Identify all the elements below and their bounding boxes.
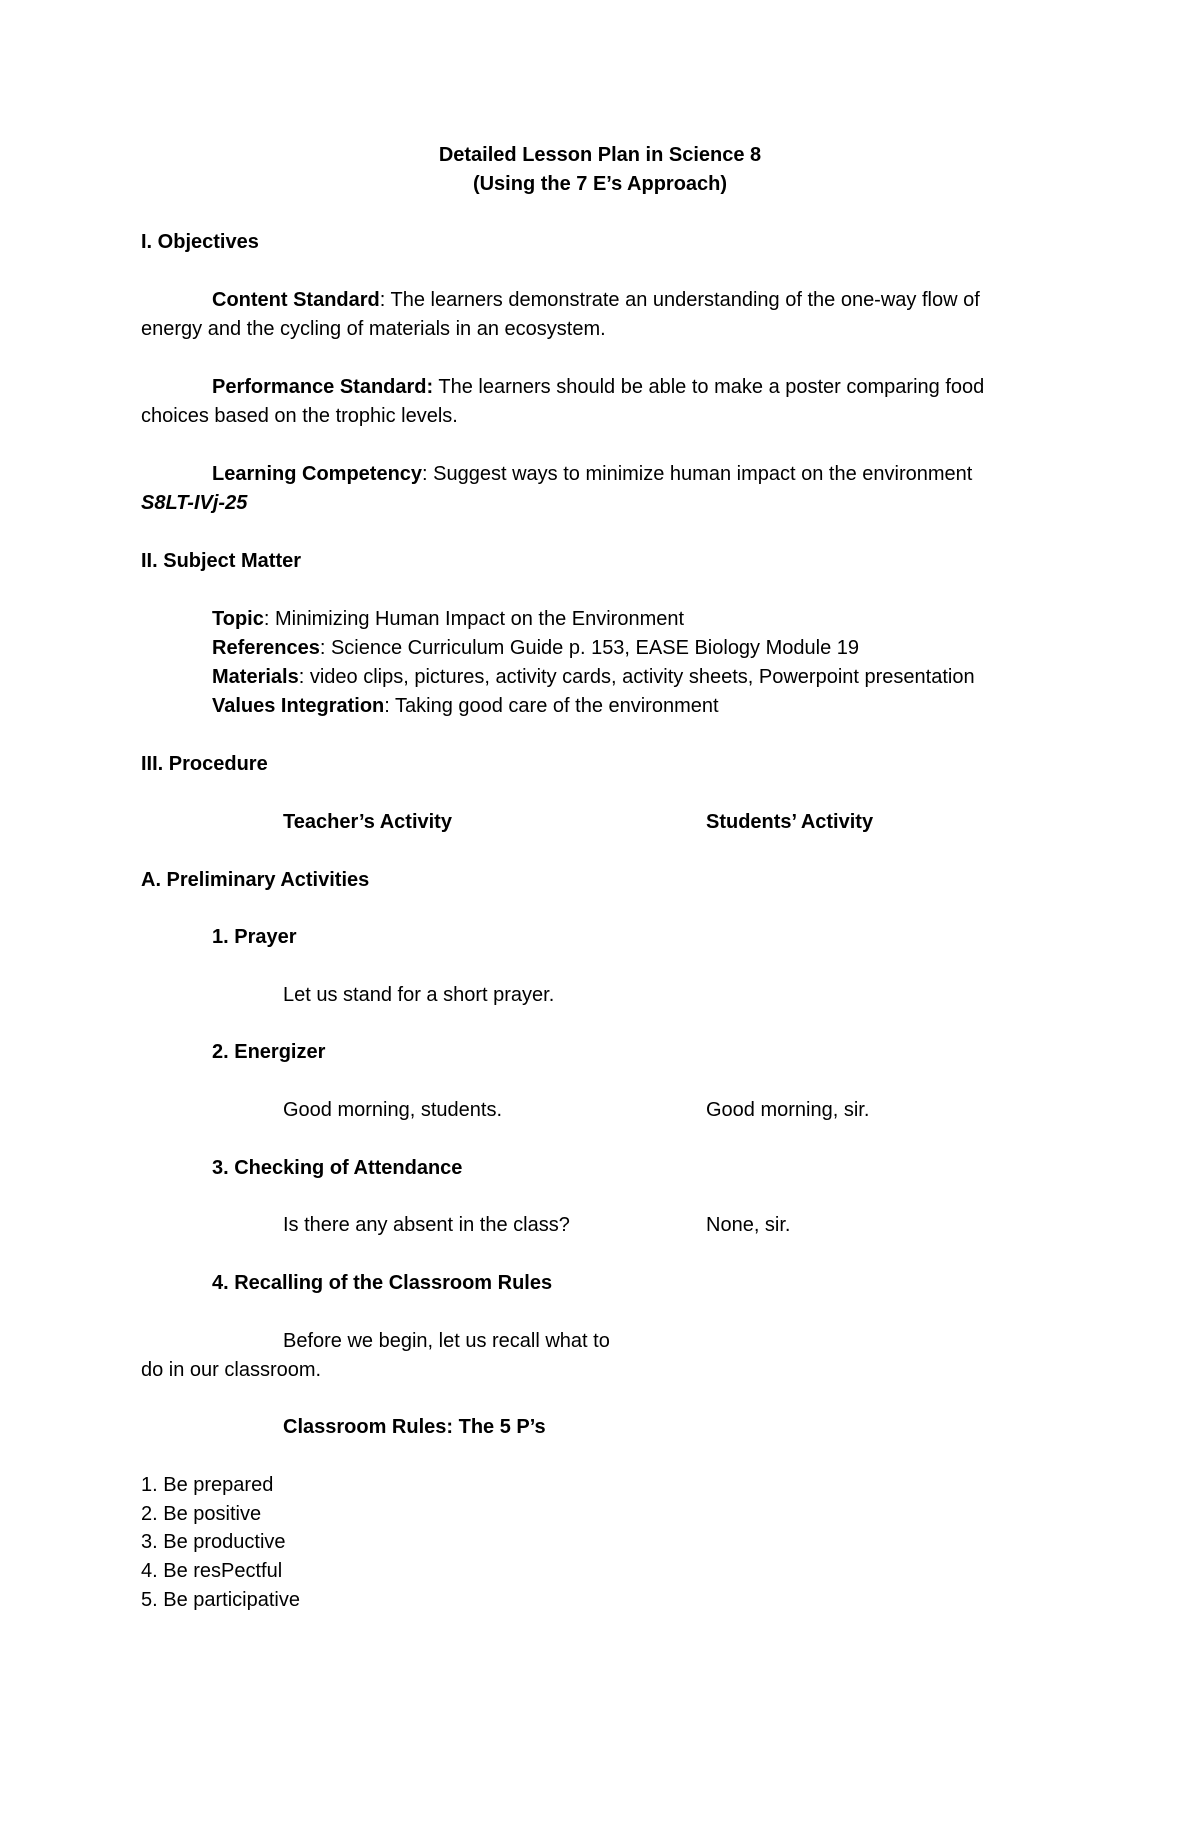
content-standard-text: : The learners demonstrate an understanding of the one-way flow of (379, 289, 980, 311)
prayer-heading: 1. Prayer (212, 926, 297, 948)
subject-matter-heading: II. Subject Matter (141, 550, 302, 572)
objectives-heading: I. Objectives (141, 231, 259, 253)
topic-label: Topic (212, 608, 264, 630)
references-label: References (212, 637, 320, 659)
classroom-rules-heading: 4. Recalling of the Classroom Rules (212, 1272, 553, 1294)
rule-item: 4. Be resPectful (141, 1560, 283, 1582)
rule-item: 3. Be productive (141, 1531, 286, 1553)
references-line (212, 634, 859, 663)
students-activity-column-header: Students’ Activity (706, 811, 874, 833)
energizer-heading: 2. Energizer (212, 1041, 326, 1063)
energizer-students-text: Good morning, sir. (706, 1099, 870, 1121)
rules-teacher-text-line1: Before we begin, let us recall what to (283, 1330, 610, 1352)
values-integration-line (212, 692, 719, 721)
learning-competency-label: Learning Competency (212, 463, 423, 485)
teacher-activity-column-header: Teacher’s Activity (283, 811, 452, 833)
materials-label: Materials (212, 666, 299, 688)
content-standard-label: Content Standard (212, 289, 380, 311)
document-title: Detailed Lesson Plan in Science 8 (438, 144, 762, 166)
rules-teacher-text-line2: do in our classroom. (141, 1359, 322, 1381)
values-integration-value: : Taking good care of the environment (384, 695, 719, 717)
content-standard-line1 (212, 286, 980, 315)
rule-item: 5. Be participative (141, 1589, 300, 1611)
values-integration-label: Values Integration (212, 695, 385, 717)
references-value: : Science Curriculum Guide p. 153, EASE Biology Module 19 (319, 637, 860, 659)
energizer-teacher-text: Good morning, students. (283, 1099, 503, 1121)
procedure-heading: III. Procedure (141, 753, 268, 775)
learning-competency-code: S8LT-IVj-25 (141, 492, 248, 514)
topic-value: : Minimizing Human Impact on the Environment (263, 608, 685, 630)
classroom-rules-title: Classroom Rules: The 5 P’s (283, 1416, 546, 1438)
performance-standard-line2: choices based on the trophic levels. (141, 405, 458, 427)
rule-item: 2. Be positive (141, 1503, 262, 1525)
preliminary-activities-heading: A. Preliminary Activities (141, 869, 370, 891)
topic-line (212, 605, 684, 634)
attendance-students-text: None, sir. (706, 1214, 791, 1236)
materials-value: : video clips, pictures, activity cards, activity sheets, Powerpoint presentation (298, 666, 975, 688)
performance-standard-line1 (212, 373, 984, 402)
learning-competency-line1 (212, 460, 972, 489)
materials-line (212, 663, 975, 692)
prayer-teacher-text: Let us stand for a short prayer. (283, 984, 555, 1006)
performance-standard-text: The learners should be able to make a poster comparing food (433, 376, 985, 398)
document-subtitle: (Using the 7 E’s Approach) (472, 173, 728, 195)
performance-standard-label: Performance Standard: (212, 376, 434, 398)
attendance-heading: 3. Checking of Attendance (212, 1157, 463, 1179)
rule-item: 1. Be prepared (141, 1474, 274, 1496)
attendance-teacher-text: Is there any absent in the class? (283, 1214, 570, 1236)
content-standard-line2: energy and the cycling of materials in an ecosystem. (141, 318, 606, 340)
learning-competency-text: : Suggest ways to minimize human impact on the environment (422, 463, 973, 485)
